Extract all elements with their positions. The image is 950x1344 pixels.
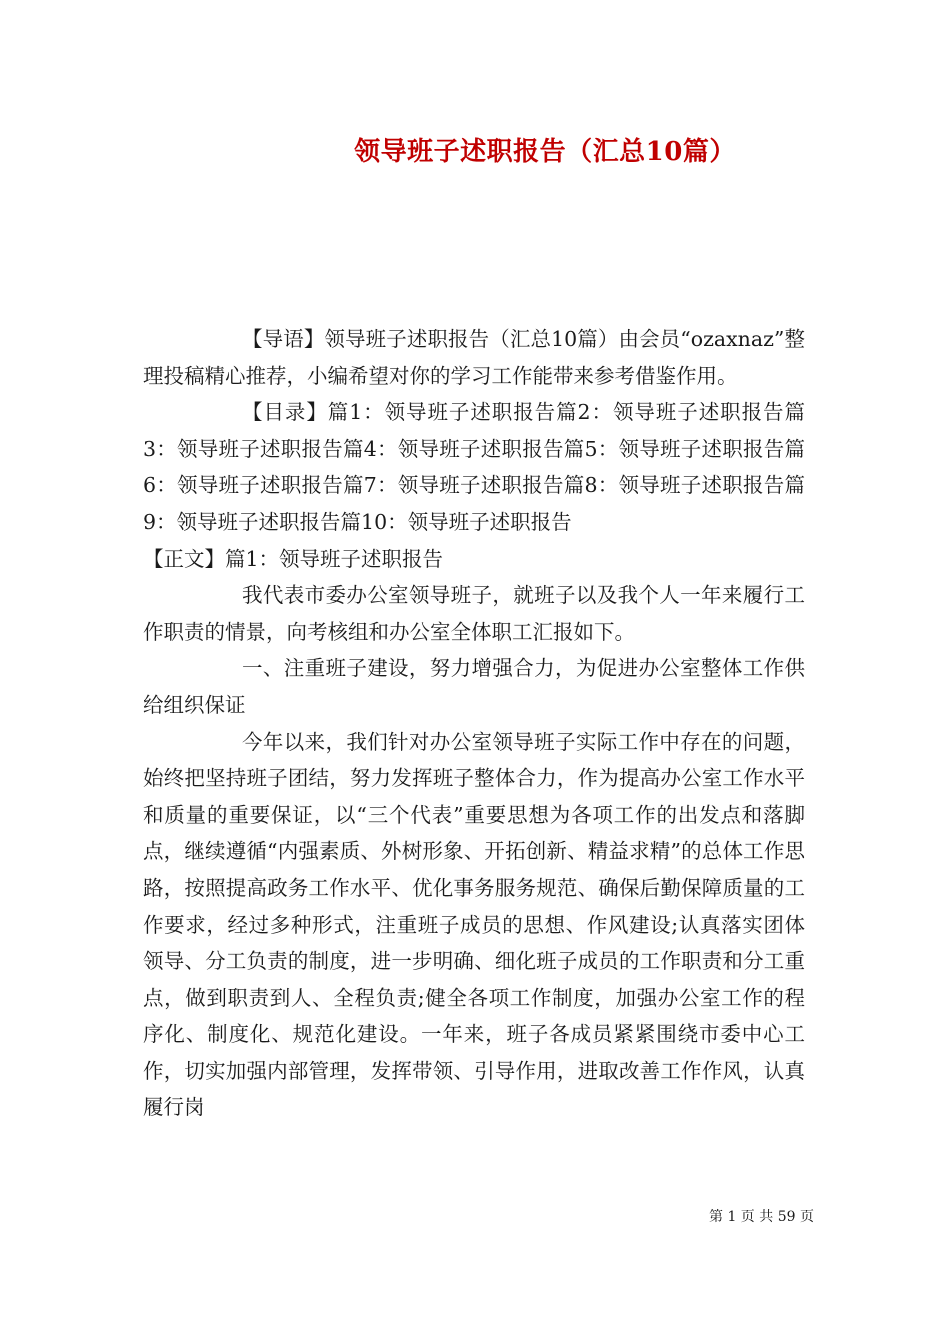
paragraph-section-body: 今年以来，我们针对办公室领导班子实际工作中存在的问题，始终把坚持班子团结，努力发挥班子整体合力，作为提高办公室工作水平和质量的重要保证，以“三个代表”重要思想为各项工作的出发点和落脚点，继续遵循“内强素质、外树形象、开拓创新、精益求精”的总体工作思路，按照提高政务工作水平、优化事务服务规范、确保后勤保障质量的工作要求，经过多种形式，注重班子成员的思想、作风建设;认真落实团体领导、分工负责的制度，进一步明确、细化班子成员的工作职责和分工重点，做到职责到人、全程负责;健全各项工作制度，加强办公室工作的程序化、制度化、规范化建设。一年来，班子各成员紧紧围绕市委中心工作，切实加强内部管理，发挥带领、引导作用，进取改善工作作风，认真履行岗 bbox=[143, 729, 805, 1120]
paragraph-section-heading: 一、注重班子建设，努力增强合力，为促进办公室整体工作供给组织保证 bbox=[143, 656, 805, 717]
paragraph-report-opening: 我代表市委办公室领导班子，就班子以及我个人一年来履行工作职责的情景，向考核组和办公室全体职工汇报如下。 bbox=[143, 583, 805, 644]
paragraph-intro: 【导语】领导班子述职报告（汇总10篇）由会员“ozaxnaz”整理投稿精心推荐，小编希望对你的学习工作能带来参考借鉴作用。 bbox=[143, 327, 805, 388]
paragraph-toc: 【目录】篇1：领导班子述职报告篇2：领导班子述职报告篇3：领导班子述职报告篇4：领导班子述职报告篇5：领导班子述职报告篇6：领导班子述职报告篇7：领导班子述职报告篇8：领导班子述职报告篇9：领导班子述职报告篇10：领导班子述职报告 bbox=[143, 400, 805, 534]
paragraph-body-heading: 【正文】篇1：领导班子述职报告 bbox=[143, 546, 444, 571]
document-title: 领导班子述职报告（汇总10篇） bbox=[354, 137, 736, 167]
document-body bbox=[143, 321, 805, 1126]
page-number-footer: 第 1 页 共 59 页 bbox=[709, 1209, 814, 1225]
